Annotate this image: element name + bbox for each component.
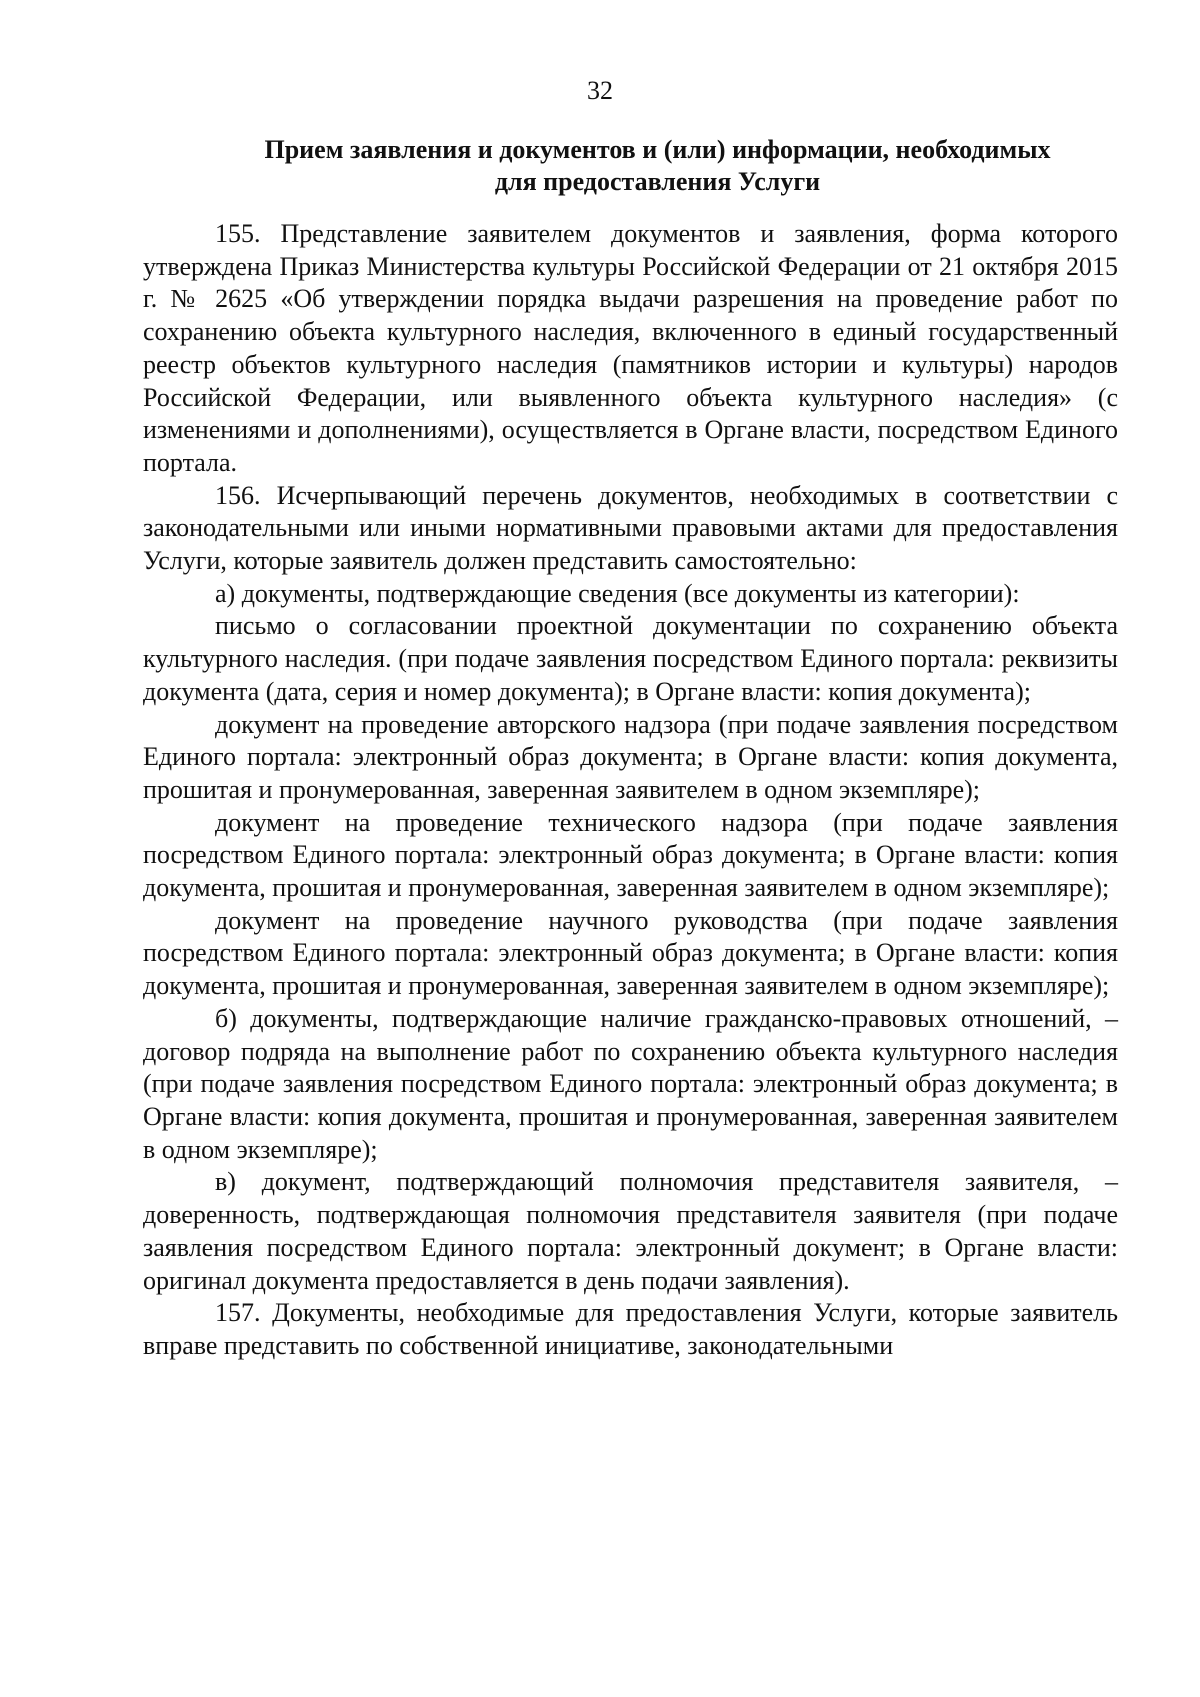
- section-heading-line-1: Прием заявления и документов и (или) информации, необходимых: [264, 135, 1051, 164]
- paragraph-157: 157. Документы, необходимые для предоставления Услуги, которые заявитель вправе представить по собственной инициативе, законодательными: [143, 1298, 1118, 1360]
- list-item-approval-letter: письмо о согласовании проектной документации по сохранению объекта культурного наследия. (при подаче заявления посредством Единого портала: реквизиты документа (дата, серия и номер документа); в Органе власти: копия документа);: [143, 611, 1118, 706]
- list-item-technical-supervision: документ на проведение технического надзора (при подаче заявления посредством Единого портала: электронный образ документа; в Органе власти: копия документа, прошитая и пронумерованная, заверенная заявителем в одном экземпляре);: [143, 807, 1118, 903]
- list-item-author-supervision: документ на проведение авторского надзора (при подаче заявления посредством Единого портала: электронный образ документа; в Органе власти: копия документа, прошитая и пронумерованная, заверенная заявителем в одном экземпляре);: [143, 709, 1118, 804]
- document-body: [143, 218, 1118, 1363]
- section-heading-line-2: для предоставления Услуги: [494, 167, 821, 196]
- section-heading: [210, 134, 1105, 198]
- list-item-a: а) документы, подтверждающие сведения (все документы из категории):: [215, 578, 1020, 608]
- paragraph-155: 155. Представление заявителем документов и заявления, форма которого утверждена Приказ Министерства культуры Российской Федерации от 21 октября 2015 г. № 2625 «Об утверждении порядка выдачи разрешения на проведение работ по сохранению объекта культурного наследия, включенного в единый государственный реестр объектов культурного наследия (памятников истории и культуры) народов Российской Федерации, или выявленного объекта культурного наследия» (с изменениями и дополнениями), осуществляется в Органе власти, посредством Единого портала.: [143, 219, 1118, 477]
- list-item-scientific-guidance: документ на проведение научного руководства (при подаче заявления посредством Единого портала: электронный образ документа; в Органе власти: копия документа, прошитая и пронумерованная, заверенная заявителем в одном экземпляре);: [143, 905, 1118, 1001]
- page-number: 32: [587, 76, 613, 105]
- list-item-v: в) документ, подтверждающий полномочия представителя заявителя, – доверенность, подтверждающая полномочия представителя заявителя (при подаче заявления посредством Единого портала: электронный документ; в Органе власти: оригинал документа предоставляется в день подачи заявления).: [143, 1167, 1118, 1295]
- list-item-b: б) документы, подтверждающие наличие гражданско-правовых отношений, – договор подряда на выполнение работ по сохранению объекта культурного наследия (при подаче заявления посредством Единого портала: электронный образ документа; в Органе власти: копия документа, прошитая и пронумерованная, заверенная заявителем в одном экземпляре);: [143, 1003, 1118, 1164]
- paragraph-156: 156. Исчерпывающий перечень документов, необходимых в соответствии с законодательными или иными нормативными правовыми актами для предоставления Услуги, которые заявитель должен представить самостоятельно:: [143, 480, 1118, 576]
